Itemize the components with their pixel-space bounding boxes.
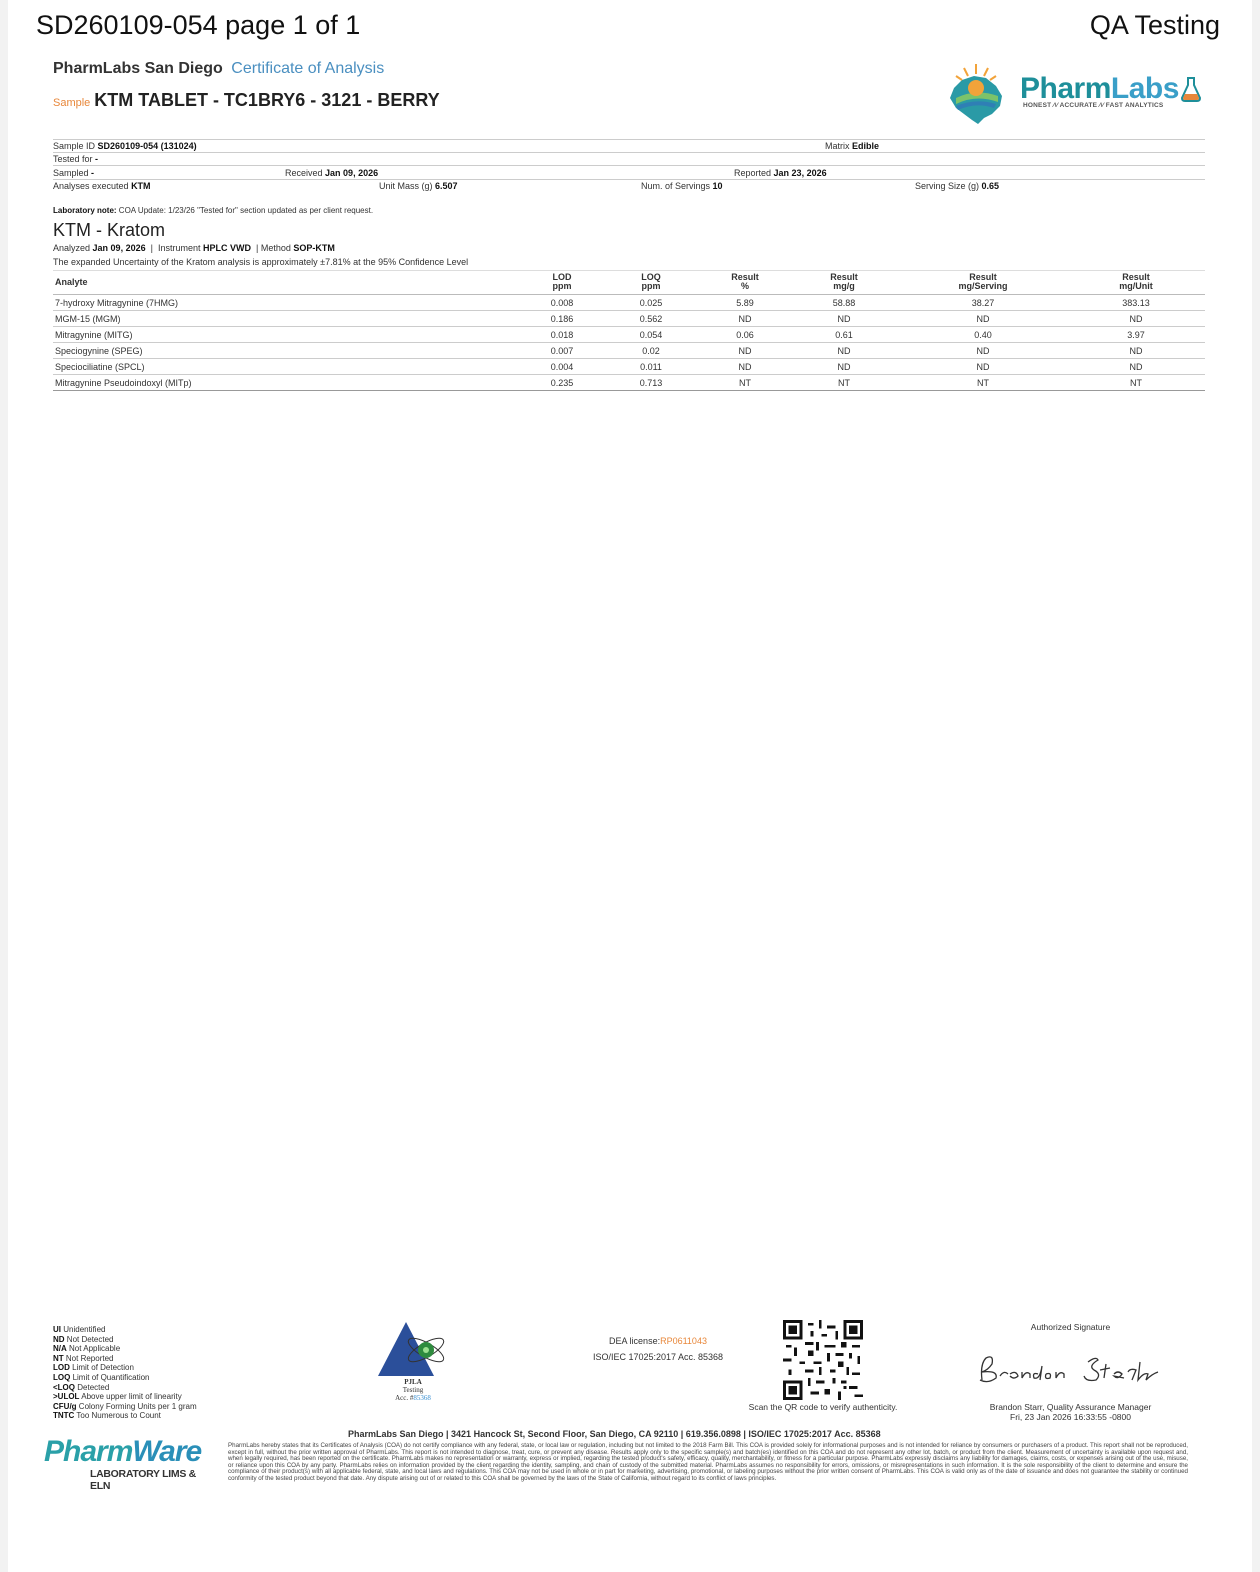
flask-icon [1180,76,1202,102]
legal-disclaimer: PharmLabs hereby states that its Certificates of Analysis (COA) do not certify compliance with any federal, state, or local law or regulation, including but not limited to the 2018 Farm Bill. This COA is provided solely for informational purposes and is not intended for reliance by consumers or purchasers of a product. This report shall not be reproduced, except in full, without the prior written approval of PharmLabs. This report is not intended to diagnose, treat, cure, or prevent any disease. Results apply only to the specific sample(s) and batch(es) identified on this COA and do not represent any other lot, batch, or product from the client. Measurement of uncertainty is available upon request and, when legally required, has been reported on the certificate. PharmLabs makes no representation or warranty, express or implied, regarding the tested product's safety, efficacy, quality, merchantability, or fitness for a particular purpose. PharmLabs expressly disclaims any liability for damages, claims, costs, or expenses arising out of the use, misuse, or reliance upon this COA by any party. PharmLabs relies on information provided by the client regarding the identity, sampling, and chain of custody of the submitted material. PharmLabs assumes no responsibility for errors, omissions, or misrepresentations in such information. It is the sole responsibility of the client to determine and ensure the compliance of their product(s) with all applicable federal, state, and local laws and regulations. This COA may not be used in whole or in part for marketing, advertising, promotional, or labeling purposes without the prior written consent of PharmLabs. This COA is valid only as of the date of issuance and does not guarantee the stability or continued conformity of the tested product beyond that date. Any dispute arising out of or related to this COA shall be governed by the laws of the State of California, without regard to its conflict of laws principles. [228,1442,1188,1482]
qr-caption: Scan the QR code to verify authenticity. [748,1402,898,1412]
info-row-3: Sampled - Received Jan 09, 2026 Reported Jan 23, 2026 [53,168,827,178]
legend-item: ND Not Detected [53,1334,114,1344]
wordmark-pharm: Pharm [1020,72,1111,105]
pjla-accreditation-icon [376,1318,452,1380]
table-row: Speciogynine (SPEG) 0.007 0.02 ND ND ND ND [53,343,1205,359]
table-header-row [53,271,1205,295]
iso-accreditation: ISO/IEC 17025:2017 Acc. 85368 [592,1352,724,1362]
header-result-mgserving: Result mg/Serving [899,271,1067,295]
wordmark-labs: Labs [1110,72,1179,105]
info-row-1: Sample ID SD260109-054 (131024) Matrix Edible [53,141,880,151]
coa-page [8,0,1252,1572]
legend-item: TNTC Too Numerous to Count [53,1411,161,1421]
sample-id: SD260109-054 (131024) [97,141,197,151]
signature-image [968,1344,1178,1394]
header-result-mgunit: Result mg/Unit [1067,271,1205,295]
dea-license-block: DEA license:RP0611043 ISO/IEC 17025:2017 Acc. 85368 [548,1336,768,1362]
dea-license-number: RP0611043 [660,1336,707,1346]
authorized-signature-label: Authorized Signature [1030,1322,1111,1332]
uncertainty-statement: The expanded Uncertainty of the Kratom analysis is approximately ±7.81% at the 95% Confidence Level [53,257,469,267]
document-type: Certificate of Analysis [231,60,385,77]
sample-label: Sample [53,97,91,109]
pharmlabs-wordmark [1020,72,1179,106]
logo-tagline: HONEST ⁄\⁄ ACCURATE ⁄\⁄ FAST ANALYTICS [1023,102,1164,109]
legend-item: LOQ Limit of Quantification [53,1372,150,1382]
results-table [53,270,1205,391]
legend-item: LOD Limit of Detection [53,1363,134,1373]
sample-name: KTM TABLET - TC1BRY6 - 3121 - BERRY [94,90,440,110]
legend-item: NT Not Reported [53,1353,114,1363]
pharmlabs-logo-icon [942,58,1022,130]
unit-mass: 6.507 [435,181,458,191]
matrix-value: Edible [852,141,880,151]
lab-heading [53,60,384,78]
reported-date: Jan 23, 2026 [773,168,827,178]
table-row: Mitragynine (MITG) 0.018 0.054 0.06 0.61 0.40 3.97 [53,327,1205,343]
abbreviation-legend [53,1325,197,1421]
signatory-name-title: Brandon Starr, Quality Assurance Manager [989,1402,1152,1412]
legend-item: CFU/g Colony Forming Units per 1 gram [53,1401,197,1411]
header-lod: LOD ppm [523,271,601,295]
table-row: Speciociliatine (SPCL) 0.004 0.011 ND ND ND ND [53,359,1205,375]
pjla-caption: PJLA Testing Acc. #85368 [395,1378,431,1402]
table-row: MGM-15 (MGM) 0.186 0.562 ND ND ND ND [53,311,1205,327]
laboratory-note: Laboratory note: COA Update: 1/23/26 "Tested for" section updated as per client request. [53,206,374,215]
pharmware-word-2: Ware [132,1435,202,1468]
lab-address: PharmLabs San Diego | 3421 Hancock St, Second Floor, San Diego, CA 92110 | 619.356.0898 | ISO/IEC 17025:2017 Acc. 85368 [348,1429,881,1439]
table-row: Mitragynine Pseudoindoxyl (MITp) 0.235 0.713 NT NT NT NT [53,375,1205,391]
info-row-4: Analyses executed KTM Unit Mass (g) 6.507 Num. of Servings 10 Serving Size (g) 0.65 [53,181,1000,191]
section-title: KTM - Kratom [53,220,166,240]
pharmware-subtitle: LABORATORY LIMS & ELN [90,1468,196,1492]
header-analyte: Analyte [53,271,523,295]
analyses-value: KTM [131,181,151,191]
legend-item: <LOQ Detected [53,1382,110,1392]
tested-for-value: - [95,154,99,164]
signature-timestamp: Fri, 23 Jan 2026 16:33:55 -0800 [1010,1412,1131,1422]
header-loq: LOQ ppm [601,271,701,295]
analysis-meta: Analyzed Jan 09, 2026 | Instrument HPLC VWD | Method SOP-KTM [53,243,335,253]
header-result-pct: Result % [701,271,789,295]
lab-name: PharmLabs San Diego [53,60,223,77]
legend-item: UI Unidentified [53,1325,106,1334]
pharmware-logo [44,1436,214,1492]
sampled-value: - [91,168,95,178]
header-result-mgg: Result mg/g [789,271,899,295]
received-date: Jan 09, 2026 [325,168,379,178]
qa-testing-title: QA Testing [1089,10,1220,40]
sample-heading [53,90,440,111]
info-row-2: Tested for - [53,154,99,164]
serving-size: 0.65 [981,181,1000,191]
table-row: 7-hydroxy Mitragynine (7HMG) 0.008 0.025 5.89 58.88 38.27 383.13 [53,295,1205,311]
pharmware-word-1: Pharm [44,1435,133,1468]
legend-item: >ULOL Above upper limit of linearity [53,1392,182,1402]
signatory [968,1402,1173,1422]
verification-qr-code-icon[interactable] [783,1320,863,1400]
num-servings: 10 [712,181,723,191]
page-identifier: SD260109-054 page 1 of 1 [36,10,361,40]
legend-item: N/A Not Applicable [53,1344,121,1354]
